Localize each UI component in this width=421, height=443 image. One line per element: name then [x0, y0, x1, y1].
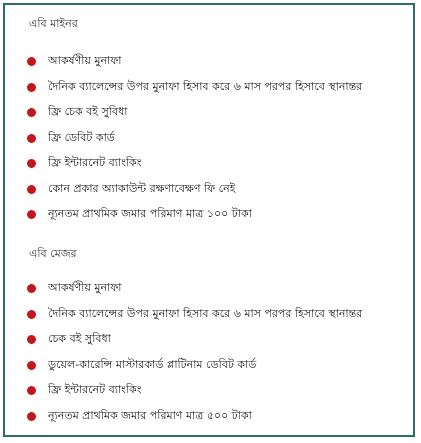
bullet-icon [27, 361, 36, 370]
list-item [27, 302, 362, 328]
account-features-panel [3, 3, 415, 437]
feature-label: ফ্রি ডেবিট কার্ড [48, 130, 115, 144]
list-item [27, 202, 362, 228]
feature-label: ডুয়েল-কারেন্সি মাস্টারকার্ড প্লাটিনাম ডেবিট কার্ড [48, 357, 257, 371]
feature-label: ফ্রি ইন্টারনেট ব্যাংকিং [48, 383, 142, 397]
feature-label: ন্যূনতম প্রাথমিক জমার পরিমাণ মাত্র ১০০ টাকা [48, 207, 252, 221]
feature-label: ফ্রি চেক বই সুবিধা [48, 105, 128, 119]
list-item [27, 276, 362, 302]
bullet-icon [27, 310, 36, 319]
section-title-ab-major: এবি মেজর [29, 247, 77, 260]
bullet-icon [27, 83, 36, 92]
feature-label: আকর্ষণীয় মুনাফা [48, 281, 122, 295]
bullet-icon [27, 412, 36, 421]
bullet-icon [27, 284, 36, 293]
feature-label: কোন প্রকার অ্যাকাউন্ট রক্ষণাবেক্ষণ ফি নেই [48, 181, 236, 195]
bullet-icon [27, 159, 36, 168]
bullet-icon [27, 108, 36, 117]
bullet-icon [27, 335, 36, 344]
list-item [27, 126, 362, 152]
list-item [27, 75, 362, 101]
list-item [27, 49, 362, 75]
feature-list-ab-minor [27, 49, 362, 228]
bullet-icon [27, 210, 36, 219]
list-item [27, 100, 362, 126]
feature-label: ন্যূনতম প্রাথমিক জমার পরিমাণ মাত্র ৫০০ টাকা [48, 408, 252, 422]
feature-label: ফ্রি ইন্টারনেট ব্যাংকিং [48, 156, 142, 170]
bullet-icon [27, 185, 36, 194]
bullet-icon [27, 386, 36, 395]
list-item [27, 327, 362, 353]
list-item [27, 177, 362, 203]
list-item [27, 404, 362, 430]
feature-list-ab-major [27, 276, 362, 429]
list-item [27, 151, 362, 177]
feature-label: দৈনিক ব্যালেন্সের উপর মুনাফা হিসাব করে ৬ মাস পরপর হিসাবে স্থানান্তর [48, 306, 363, 320]
feature-label: আকর্ষণীয় মুনাফা [48, 54, 122, 68]
feature-label: দৈনিক ব্যালেন্সের উপর মুনাফা হিসাব করে ৬ মাস পরপর হিসাবে স্থানান্তর [48, 79, 363, 93]
list-item [27, 378, 362, 404]
bullet-icon [27, 57, 36, 66]
section-title-ab-minor: এবি মাইনর [29, 17, 78, 30]
bullet-icon [27, 134, 36, 143]
list-item [27, 353, 362, 379]
feature-label: চেক বই সুবিধা [48, 332, 111, 346]
